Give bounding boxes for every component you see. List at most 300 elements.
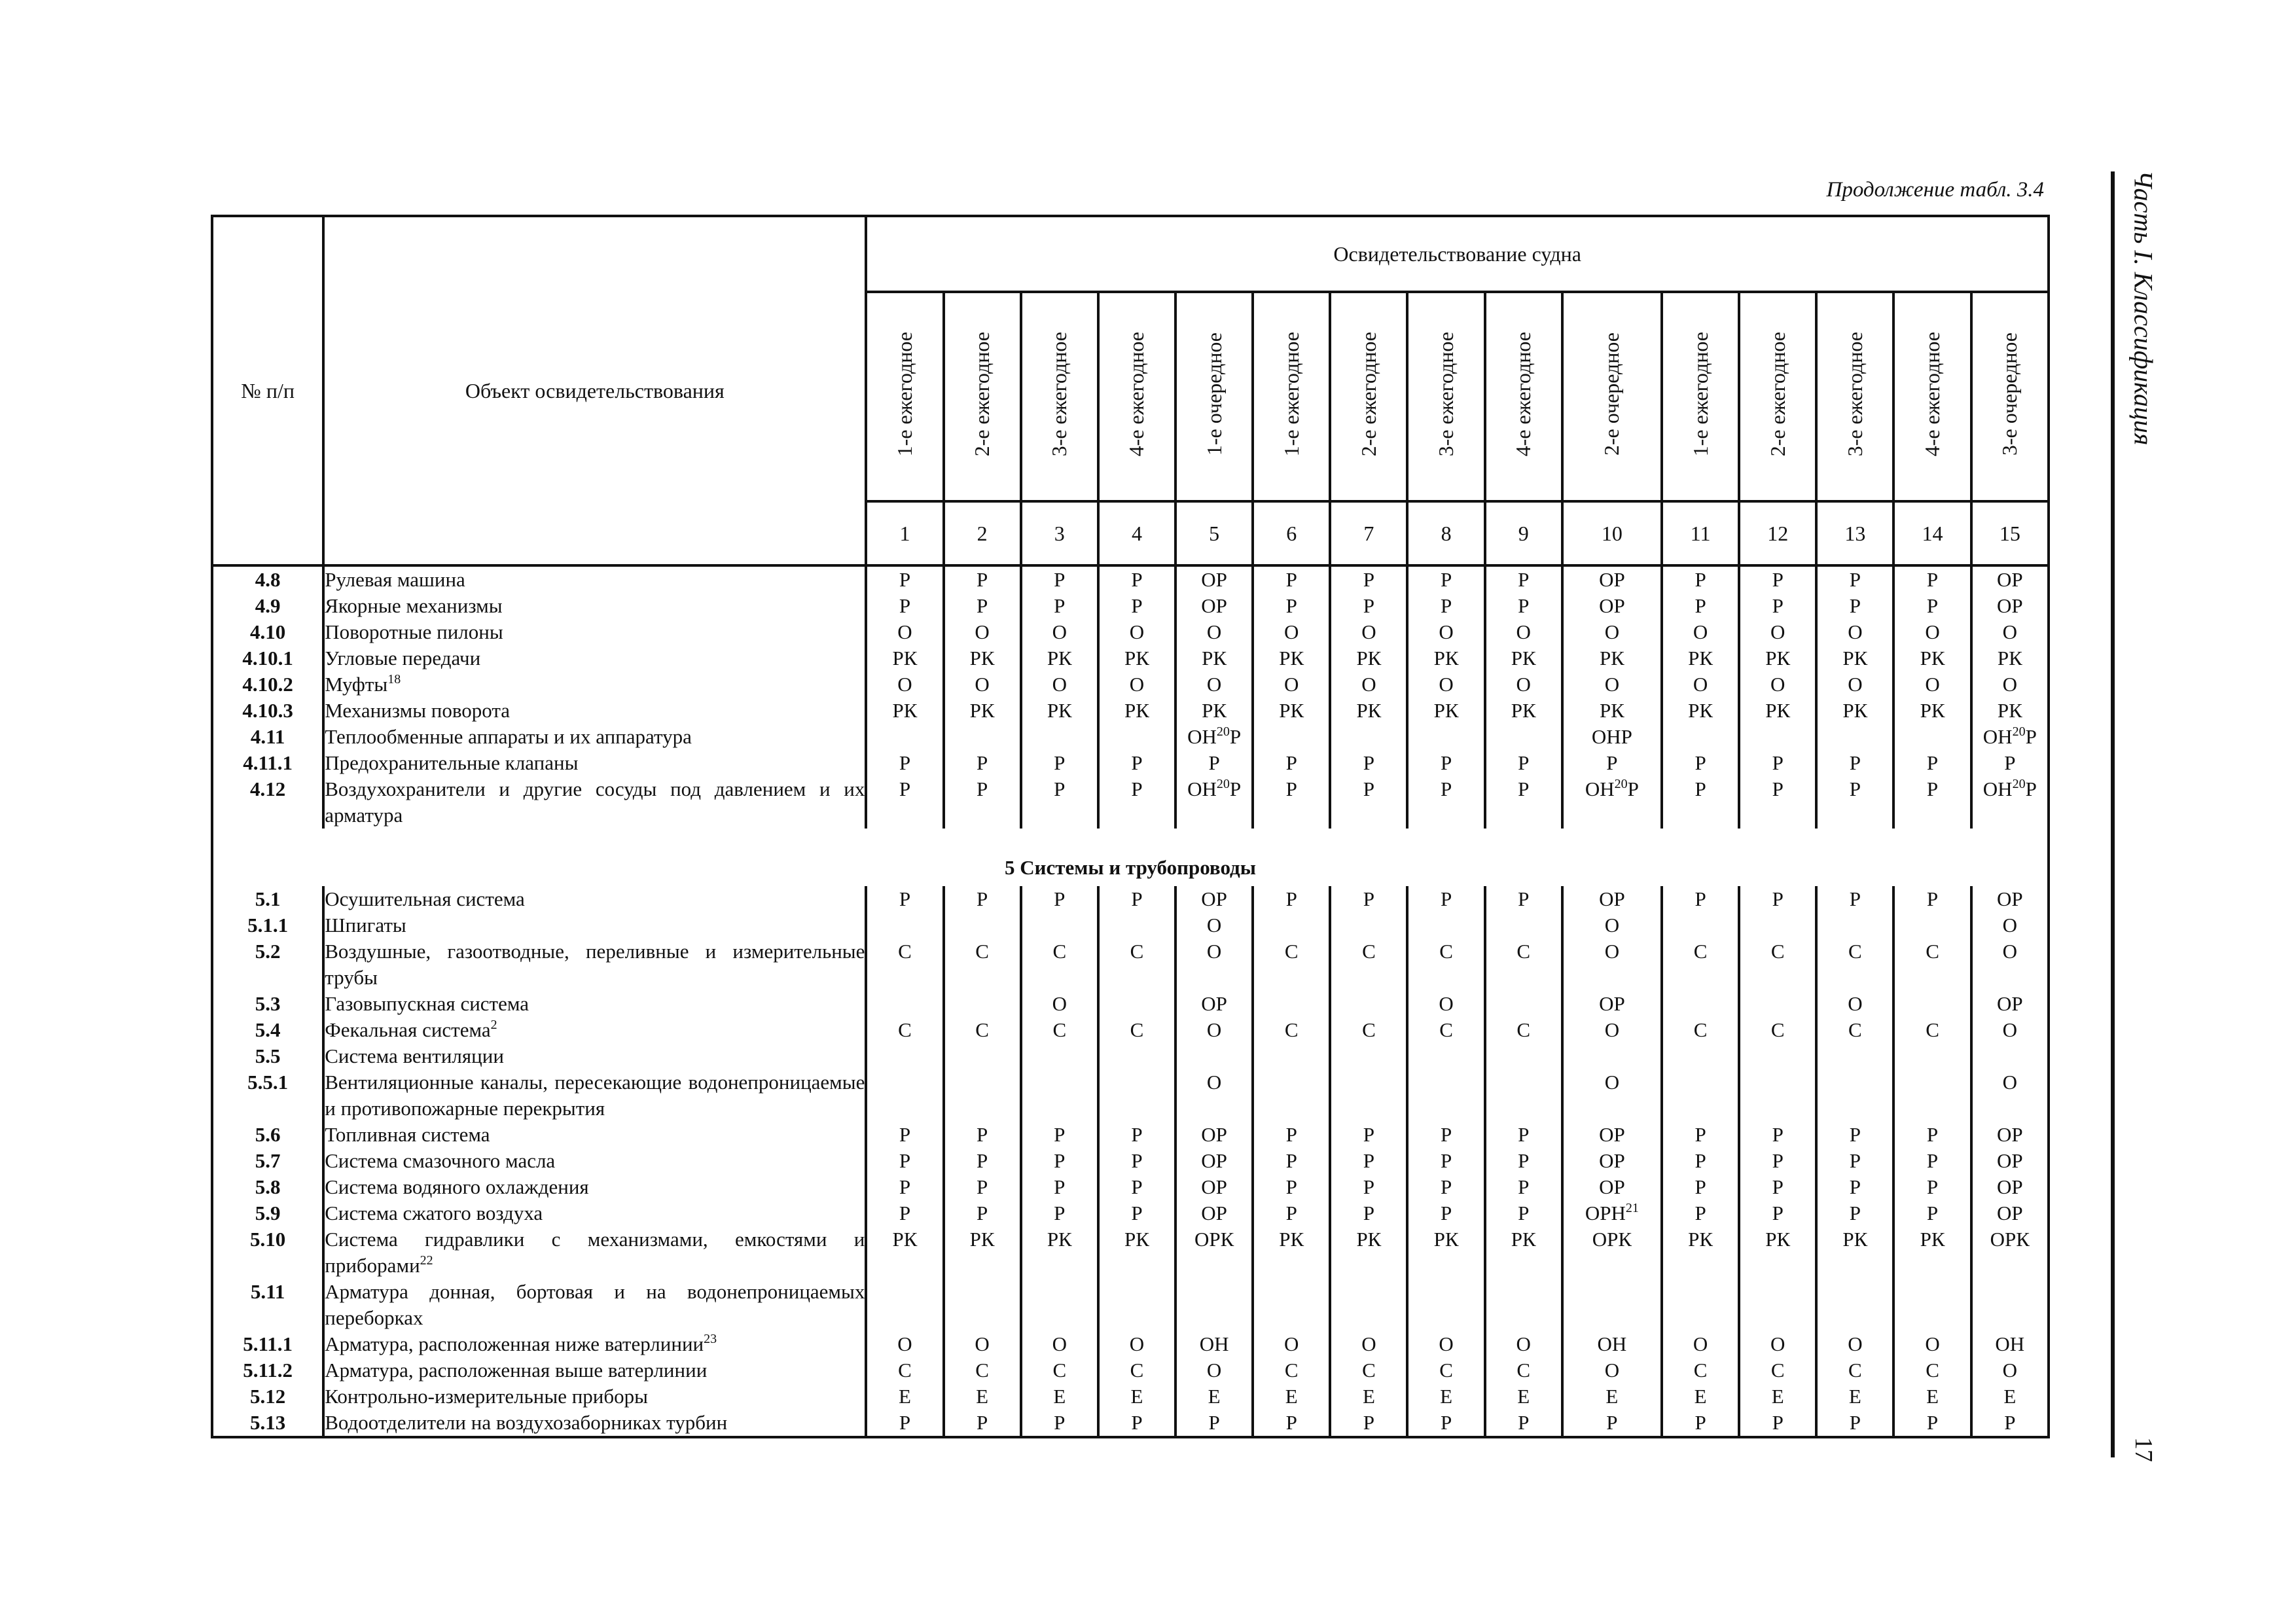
survey-cell xyxy=(866,1279,943,1331)
survey-cell: РК xyxy=(1739,1226,1816,1279)
survey-cell xyxy=(1662,912,1739,938)
survey-cell: С xyxy=(1485,938,1562,991)
survey-cell xyxy=(1021,724,1098,750)
row-object xyxy=(323,1148,866,1174)
row-number: 4.11.1 xyxy=(212,750,323,776)
survey-cell xyxy=(1893,724,1971,750)
survey-cell: ОР xyxy=(1971,593,2049,619)
survey-cell: О xyxy=(944,1331,1021,1357)
survey-cell: С xyxy=(1893,1357,1971,1383)
survey-cell: РК xyxy=(1175,645,1253,671)
survey-cell: С xyxy=(1485,1017,1562,1043)
survey-cell: Р xyxy=(1407,776,1484,829)
row-object xyxy=(323,1069,866,1122)
survey-cell: Р xyxy=(1021,1122,1098,1148)
survey-cell: ОР xyxy=(1971,886,2049,912)
survey-cell: Р xyxy=(1485,593,1562,619)
row-number: 5.4 xyxy=(212,1017,323,1043)
row-object-text: Система сжатого воздуха xyxy=(325,1202,543,1224)
survey-cell: С xyxy=(1407,1357,1484,1383)
survey-cell: Р xyxy=(1330,565,1407,593)
survey-column-label: 1-е ежегодное xyxy=(1279,331,1303,457)
survey-cell xyxy=(1021,1069,1098,1122)
survey-cell: О xyxy=(1816,1331,1893,1357)
table-row xyxy=(212,698,2049,724)
survey-cell xyxy=(1253,724,1330,750)
survey-cell: О xyxy=(1407,991,1484,1017)
survey-column-number: 6 xyxy=(1253,501,1330,565)
survey-cell: Е xyxy=(1175,1383,1253,1410)
survey-cell: РК xyxy=(1330,1226,1407,1279)
survey-cell: РК xyxy=(1739,698,1816,724)
survey-cell: ОРН$^{21}$ xyxy=(1562,1200,1662,1226)
row-number: 4.9 xyxy=(212,593,323,619)
survey-cell: Р xyxy=(1662,750,1739,776)
survey-cell: РК xyxy=(1021,645,1098,671)
survey-cell: РК xyxy=(1021,698,1098,724)
table-row xyxy=(212,776,2049,829)
survey-column-label: 1-е ежегодное xyxy=(892,331,916,457)
row-object xyxy=(323,1043,866,1069)
survey-cell: ОН$^{20}$Р xyxy=(1175,724,1253,750)
survey-cell xyxy=(1253,912,1330,938)
survey-column-label: 2-е ежегодное xyxy=(1765,331,1789,457)
survey-cell: ОР xyxy=(1175,565,1253,593)
survey-cell: С xyxy=(1893,938,1971,991)
survey-cell: ОН xyxy=(1971,1331,2049,1357)
survey-cell: Р xyxy=(944,1148,1021,1174)
row-object xyxy=(323,1410,866,1437)
survey-cell: О xyxy=(1175,619,1253,645)
row-object xyxy=(323,991,866,1017)
survey-cell: Р xyxy=(944,565,1021,593)
survey-cell: Р xyxy=(1662,565,1739,593)
survey-column-header xyxy=(1739,292,1816,501)
survey-cell: О xyxy=(1971,938,2049,991)
survey-cell: РК xyxy=(866,1226,943,1279)
survey-cell: РК xyxy=(1893,698,1971,724)
survey-cell: С xyxy=(1330,1357,1407,1383)
survey-cell: О xyxy=(1021,619,1098,645)
survey-cell: О xyxy=(1562,1069,1662,1122)
survey-cell xyxy=(1098,1043,1175,1069)
table-row xyxy=(212,1226,2049,1279)
survey-cell: Р xyxy=(866,886,943,912)
survey-cell: Е xyxy=(1893,1383,1971,1410)
survey-cell: Е xyxy=(1021,1383,1098,1410)
survey-cell: Р xyxy=(1098,1122,1175,1148)
survey-cell xyxy=(944,724,1021,750)
survey-cell: Е xyxy=(1407,1383,1484,1410)
survey-cell: Р xyxy=(1971,1410,2049,1437)
survey-cell xyxy=(1330,912,1407,938)
running-header xyxy=(2121,170,2166,458)
row-object-text: Вентиляционные каналы, пересекающие водонепроницаемые и противопожарные перекрытия xyxy=(325,1071,865,1120)
survey-cell: О xyxy=(1562,671,1662,698)
table-row xyxy=(212,1383,2049,1410)
survey-column-header xyxy=(1253,292,1330,501)
survey-cell: Р xyxy=(866,750,943,776)
survey-cell: Р xyxy=(866,776,943,829)
footnote-ref: 20 xyxy=(2012,724,2026,739)
survey-cell: РК xyxy=(1662,1226,1739,1279)
survey-cell: О xyxy=(1175,938,1253,991)
survey-cell: Р xyxy=(1407,565,1484,593)
survey-cell: О xyxy=(1971,1357,2049,1383)
survey-cell: О xyxy=(1893,671,1971,698)
survey-cell: Р xyxy=(1739,750,1816,776)
table-row xyxy=(212,1331,2049,1357)
row-object xyxy=(323,1017,866,1043)
survey-cell: Р xyxy=(1893,886,1971,912)
survey-cell: О xyxy=(1021,991,1098,1017)
survey-cell xyxy=(1971,1279,2049,1331)
survey-cell xyxy=(1893,991,1971,1017)
survey-cell: Р xyxy=(1485,1200,1562,1226)
survey-cell: О xyxy=(1739,671,1816,698)
survey-cell: РК xyxy=(1407,698,1484,724)
survey-cell: Е xyxy=(1485,1383,1562,1410)
table-row xyxy=(212,565,2049,593)
row-number: 5.5.1 xyxy=(212,1069,323,1122)
table-row xyxy=(212,750,2049,776)
page-number-text: 17 xyxy=(2130,1437,2157,1462)
survey-cell: Р xyxy=(1330,886,1407,912)
survey-cell xyxy=(1021,912,1098,938)
survey-cell: ОР xyxy=(1175,1174,1253,1200)
survey-column-number: 4 xyxy=(1098,501,1175,565)
survey-cell: Р xyxy=(1485,565,1562,593)
survey-cell: Р xyxy=(1330,750,1407,776)
survey-cell xyxy=(1485,1069,1562,1122)
survey-cell: С xyxy=(944,1357,1021,1383)
survey-cell xyxy=(1662,1043,1739,1069)
survey-cell: Р xyxy=(1407,886,1484,912)
survey-cell xyxy=(1175,1279,1253,1331)
survey-cell: О xyxy=(1562,1017,1662,1043)
survey-cell: О xyxy=(1175,671,1253,698)
survey-cell: РК xyxy=(1485,698,1562,724)
survey-cell xyxy=(1330,1043,1407,1069)
survey-cell: Р xyxy=(944,886,1021,912)
survey-cell: Р xyxy=(1816,1200,1893,1226)
survey-column-label: 2-е ежегодное xyxy=(1356,331,1380,457)
survey-cell: Р xyxy=(1893,1410,1971,1437)
survey-cell: О xyxy=(1175,1069,1253,1122)
survey-cell xyxy=(1662,991,1739,1017)
survey-cell: РК xyxy=(1330,645,1407,671)
survey-cell xyxy=(1098,724,1175,750)
survey-cell: Р xyxy=(1739,565,1816,593)
survey-column-number: 8 xyxy=(1407,501,1484,565)
row-object xyxy=(323,1174,866,1200)
row-object-text: Угловые передачи xyxy=(325,647,481,669)
survey-cell: ОР xyxy=(1562,1122,1662,1148)
survey-cell: Р xyxy=(1816,1174,1893,1200)
survey-cell: Р xyxy=(1098,1410,1175,1437)
survey-cell: Р xyxy=(866,1122,943,1148)
survey-cell: Р xyxy=(1253,1410,1330,1437)
row-object xyxy=(323,565,866,593)
survey-cell: РК xyxy=(944,1226,1021,1279)
survey-cell: О xyxy=(944,671,1021,698)
survey-cell: Р xyxy=(1739,1174,1816,1200)
footnote-ref: 20 xyxy=(1216,777,1230,791)
survey-cell: Е xyxy=(1816,1383,1893,1410)
survey-cell: Р xyxy=(1175,750,1253,776)
survey-cell: О xyxy=(1253,619,1330,645)
survey-cell xyxy=(1893,1069,1971,1122)
survey-cell: О xyxy=(1175,1357,1253,1383)
row-object-text: Воздушные, газоотводные, переливные и измерительные трубы xyxy=(325,940,865,989)
row-number: 4.11 xyxy=(212,724,323,750)
survey-cell: О xyxy=(1485,671,1562,698)
margin-rule xyxy=(2111,171,2115,1457)
survey-cell: Р xyxy=(1662,1410,1739,1437)
survey-cell: Р xyxy=(1098,1174,1175,1200)
survey-cell: С xyxy=(1739,1357,1816,1383)
survey-cell xyxy=(1330,1279,1407,1331)
survey-cell xyxy=(1739,1043,1816,1069)
survey-cell: ОР xyxy=(1971,1200,2049,1226)
survey-cell: Р xyxy=(944,593,1021,619)
survey-cell: Р xyxy=(866,1200,943,1226)
survey-cell: Е xyxy=(1330,1383,1407,1410)
row-object xyxy=(323,671,866,698)
survey-cell: Е xyxy=(1253,1383,1330,1410)
row-number: 5.6 xyxy=(212,1122,323,1148)
survey-cell: Р xyxy=(1330,1410,1407,1437)
survey-cell: РК xyxy=(1971,698,2049,724)
survey-cell: Е xyxy=(866,1383,943,1410)
survey-cell: Р xyxy=(1253,565,1330,593)
survey-column-header xyxy=(1175,292,1253,501)
survey-cell: РК xyxy=(1253,645,1330,671)
survey-cell: ОР xyxy=(1971,565,2049,593)
row-object-text: Фекальная система xyxy=(325,1018,491,1041)
survey-cell: С xyxy=(1253,938,1330,991)
survey-cell: ОР xyxy=(1175,1200,1253,1226)
footnote-ref: 23 xyxy=(704,1332,717,1346)
survey-cell: ОН$^{20}$Р xyxy=(1562,776,1662,829)
survey-cell xyxy=(1893,1279,1971,1331)
survey-cell: С xyxy=(1816,1357,1893,1383)
survey-cell: РК xyxy=(1562,698,1662,724)
survey-cell xyxy=(866,912,943,938)
row-number: 5.13 xyxy=(212,1410,323,1437)
survey-cell: Р xyxy=(1893,1122,1971,1148)
survey-cell: Р xyxy=(1662,1122,1739,1148)
survey-cell: Р xyxy=(1175,1410,1253,1437)
survey-cell: РК xyxy=(944,698,1021,724)
row-object xyxy=(323,593,866,619)
survey-column-label: 3-е ежегодное xyxy=(1842,331,1867,457)
survey-cell: Р xyxy=(1816,750,1893,776)
row-object xyxy=(323,698,866,724)
survey-cell: Р xyxy=(1816,565,1893,593)
footnote-ref: 18 xyxy=(387,672,401,687)
survey-cell: О xyxy=(1098,1331,1175,1357)
survey-cell xyxy=(1739,991,1816,1017)
row-object-text: Контрольно-измерительные приборы xyxy=(325,1385,648,1408)
table-row xyxy=(212,724,2049,750)
survey-column-header xyxy=(866,292,943,501)
survey-cell: Р xyxy=(1021,565,1098,593)
survey-cell: ОН xyxy=(1175,1331,1253,1357)
survey-column-label: 2-е очередное xyxy=(1600,332,1624,456)
survey-column-label: 3-е ежегодное xyxy=(1047,331,1071,457)
survey-cell: РК xyxy=(1971,645,2049,671)
survey-cell: С xyxy=(1662,1017,1739,1043)
survey-cell: О xyxy=(1175,912,1253,938)
survey-cell: ОРК xyxy=(1971,1226,2049,1279)
survey-cell: О xyxy=(1816,619,1893,645)
survey-cell: Р xyxy=(1562,750,1662,776)
table-row xyxy=(212,1043,2049,1069)
row-object-text: Система водяного охлаждения xyxy=(325,1175,589,1198)
survey-cell: Р xyxy=(944,1122,1021,1148)
survey-cell: РК xyxy=(866,645,943,671)
survey-cell: Р xyxy=(1662,776,1739,829)
survey-column-header xyxy=(1485,292,1562,501)
survey-column-number: 3 xyxy=(1021,501,1098,565)
survey-cell: Р xyxy=(1407,750,1484,776)
survey-cell: Р xyxy=(1893,750,1971,776)
survey-cell: С xyxy=(944,1017,1021,1043)
survey-cell: О xyxy=(1407,619,1484,645)
survey-cell: Р xyxy=(1021,1174,1098,1200)
survey-cell: Р xyxy=(1253,886,1330,912)
row-number: 4.8 xyxy=(212,565,323,593)
survey-cell: ОР xyxy=(1562,565,1662,593)
survey-cell: Р xyxy=(1407,1122,1484,1148)
survey-cell: О xyxy=(1562,619,1662,645)
survey-cell: Р xyxy=(1253,750,1330,776)
survey-cell: РК xyxy=(1893,1226,1971,1279)
row-object-text: Газовыпускная система xyxy=(325,992,529,1015)
survey-cell: Р xyxy=(1021,1148,1098,1174)
survey-cell: РК xyxy=(1485,645,1562,671)
survey-cell xyxy=(1893,1043,1971,1069)
survey-cell: С xyxy=(1407,1017,1484,1043)
survey-cell: О xyxy=(1739,1331,1816,1357)
survey-cell xyxy=(1330,1069,1407,1122)
survey-column-number: 7 xyxy=(1330,501,1407,565)
survey-cell: Р xyxy=(1662,1174,1739,1200)
survey-cell: ОН$^{20}$Р xyxy=(1971,776,2049,829)
row-number: 5.11.2 xyxy=(212,1357,323,1383)
survey-cell: О xyxy=(1662,1331,1739,1357)
survey-cell: РК xyxy=(1816,1226,1893,1279)
survey-cell xyxy=(1098,1279,1175,1331)
survey-cell: РК xyxy=(1662,698,1739,724)
survey-cell: С xyxy=(1407,938,1484,991)
row-number: 5.7 xyxy=(212,1148,323,1174)
survey-cell xyxy=(1407,1069,1484,1122)
survey-cell: РК xyxy=(1739,645,1816,671)
survey-column-header xyxy=(1098,292,1175,501)
row-number: 5.1.1 xyxy=(212,912,323,938)
survey-cell: С xyxy=(944,938,1021,991)
row-object-text: Водоотделители на воздухозаборниках турбин xyxy=(325,1411,728,1434)
survey-cell: ОРК xyxy=(1175,1226,1253,1279)
survey-cell: ОР xyxy=(1175,593,1253,619)
survey-cell xyxy=(1021,1043,1098,1069)
survey-cell: ОР xyxy=(1562,593,1662,619)
survey-cell: Р xyxy=(1893,1174,1971,1200)
row-object-text: Предохранительные клапаны xyxy=(325,751,579,774)
row-object xyxy=(323,776,866,829)
row-object xyxy=(323,1279,866,1331)
survey-cell xyxy=(866,1069,943,1122)
survey-cell: РК xyxy=(866,698,943,724)
survey-cell: Р xyxy=(1098,750,1175,776)
survey-column-label: 4-е ежегодное xyxy=(1920,331,1945,457)
row-number: 4.10.1 xyxy=(212,645,323,671)
row-number: 5.12 xyxy=(212,1383,323,1410)
survey-cell: Р xyxy=(944,1410,1021,1437)
survey-cell: О xyxy=(1485,619,1562,645)
survey-cell xyxy=(944,912,1021,938)
row-object xyxy=(323,750,866,776)
survey-column-label: 3-е ежегодное xyxy=(1434,331,1458,457)
row-object-text: Система смазочного масла xyxy=(325,1149,556,1172)
survey-cell: Р xyxy=(1098,1200,1175,1226)
table-row xyxy=(212,1069,2049,1122)
row-number: 4.10.2 xyxy=(212,671,323,698)
survey-cell: О xyxy=(1407,671,1484,698)
survey-cell: Р xyxy=(1407,1200,1484,1226)
survey-cell: Р xyxy=(1662,1200,1739,1226)
survey-cell: РК xyxy=(1330,698,1407,724)
survey-cell: О xyxy=(1253,1331,1330,1357)
table-row xyxy=(212,671,2049,698)
table-row xyxy=(212,593,2049,619)
survey-cell: РК xyxy=(1485,1226,1562,1279)
survey-column-header xyxy=(1816,292,1893,501)
survey-cell: РК xyxy=(1407,645,1484,671)
survey-column-label: 3-е очередное xyxy=(1998,332,2022,456)
survey-column-header xyxy=(1021,292,1098,501)
survey-cell: С xyxy=(1662,938,1739,991)
survey-cell: Р xyxy=(866,565,943,593)
survey-cell: РК xyxy=(1175,698,1253,724)
table-row xyxy=(212,645,2049,671)
row-object-text: Арматура, расположенная выше ватерлинии xyxy=(325,1359,708,1382)
row-object xyxy=(323,645,866,671)
header-object: Объект освидетельствования xyxy=(323,216,866,565)
survey-cell: С xyxy=(1330,1017,1407,1043)
survey-column-header xyxy=(1562,292,1662,501)
survey-cell: ОР xyxy=(1971,1122,2049,1148)
survey-cell: Р xyxy=(1739,1200,1816,1226)
row-object-text: Арматура донная, бортовая и на водонепроницаемых переборках xyxy=(325,1280,865,1329)
survey-cell: О xyxy=(1971,1069,2049,1122)
table-row xyxy=(212,619,2049,645)
row-object-text: Топливная система xyxy=(325,1123,490,1146)
survey-cell xyxy=(1407,724,1484,750)
survey-cell: Р xyxy=(1816,1122,1893,1148)
survey-cell: О xyxy=(1662,619,1739,645)
survey-column-number: 12 xyxy=(1739,501,1816,565)
survey-cell: Е xyxy=(944,1383,1021,1410)
page-number xyxy=(2121,1430,2166,1469)
survey-column-header xyxy=(1893,292,1971,501)
survey-cell: РК xyxy=(1253,698,1330,724)
survey-cell: О xyxy=(1971,619,2049,645)
survey-cell xyxy=(1021,1279,1098,1331)
survey-cell: ОР xyxy=(1175,886,1253,912)
